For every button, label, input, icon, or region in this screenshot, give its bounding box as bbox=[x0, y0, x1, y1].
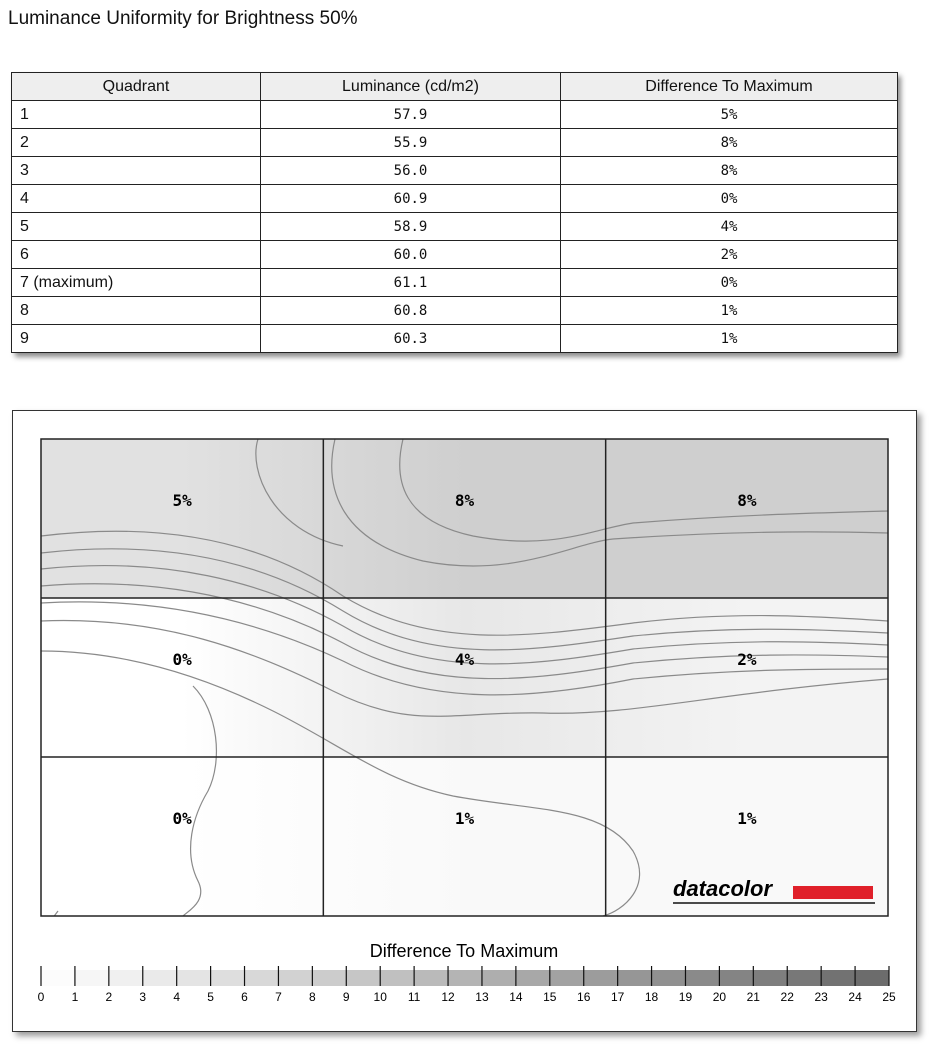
quadrant-cell: 7 (maximum) bbox=[12, 269, 261, 297]
heat-row bbox=[41, 439, 888, 598]
quadrant-cell: 3 bbox=[12, 157, 261, 185]
colorbar-segment bbox=[312, 970, 346, 986]
colorbar-tick-label: 24 bbox=[848, 990, 862, 1004]
uniformity-chart bbox=[12, 410, 917, 1032]
difference-cell: 8% bbox=[561, 157, 898, 185]
quadrant-cell: 9 bbox=[12, 325, 261, 353]
quadrant-value-label: 1% bbox=[737, 808, 757, 828]
contour-line bbox=[41, 911, 58, 956]
table-row bbox=[12, 101, 898, 129]
colorbar-segment bbox=[821, 970, 855, 986]
colorbar-tick-label: 14 bbox=[509, 990, 523, 1004]
colorbar-tick-label: 9 bbox=[342, 990, 350, 1004]
colorbar-tick-label: 18 bbox=[644, 990, 659, 1004]
table-row bbox=[12, 269, 898, 297]
colorbar-tick-label: 15 bbox=[543, 990, 557, 1004]
difference-cell: 4% bbox=[561, 213, 898, 241]
colorbar-segment bbox=[753, 970, 787, 986]
table-row bbox=[12, 129, 898, 157]
luminance-table bbox=[11, 72, 897, 353]
luminance-cell: 55.9 bbox=[261, 129, 561, 157]
quadrant-cell: 1 bbox=[12, 101, 261, 129]
table-row bbox=[12, 325, 898, 353]
colorbar-tick-label: 20 bbox=[712, 990, 727, 1004]
colorbar-segment bbox=[855, 970, 889, 986]
colorbar-tick-label: 3 bbox=[139, 990, 147, 1004]
colorbar-tick-label: 2 bbox=[105, 990, 113, 1004]
quadrant-value-label: 0% bbox=[172, 649, 192, 669]
table-row bbox=[12, 157, 898, 185]
colorbar-tick-label: 4 bbox=[173, 990, 181, 1004]
colorbar-segment bbox=[109, 970, 143, 986]
luminance-cell: 60.0 bbox=[261, 241, 561, 269]
header-luminance: Luminance (cd/m2) bbox=[261, 73, 561, 101]
difference-cell: 2% bbox=[561, 241, 898, 269]
colorbar-segment bbox=[211, 970, 245, 986]
table-header-row bbox=[12, 73, 898, 101]
colorbar-segment bbox=[482, 970, 516, 986]
page-title: Luminance Uniformity for Brightness 50% bbox=[8, 8, 358, 29]
luminance-cell: 58.9 bbox=[261, 213, 561, 241]
colorbar-segment bbox=[719, 970, 753, 986]
colorbar-tick-label: 13 bbox=[475, 990, 489, 1004]
quadrant-value-label: 5% bbox=[172, 490, 192, 510]
colorbar-segment bbox=[516, 970, 550, 986]
quadrant-value-label: 8% bbox=[737, 490, 757, 510]
header-difference: Difference To Maximum bbox=[561, 73, 898, 101]
colorbar-tick-label: 10 bbox=[373, 990, 387, 1004]
quadrant-cell: 6 bbox=[12, 241, 261, 269]
colorbar-tick-label: 8 bbox=[309, 990, 316, 1004]
colorbar-tick-label: 25 bbox=[882, 990, 896, 1004]
colorbar-segment bbox=[278, 970, 312, 986]
colorbar-tick-label: 22 bbox=[780, 990, 794, 1004]
colorbar-segment bbox=[685, 970, 719, 986]
table-row bbox=[12, 185, 898, 213]
colorbar-segment bbox=[380, 970, 414, 986]
colorbar-segment bbox=[550, 970, 584, 986]
quadrant-value-label: 0% bbox=[172, 808, 192, 828]
colorbar-segment bbox=[652, 970, 686, 986]
colorbar-tick-label: 7 bbox=[275, 990, 282, 1004]
colorbar-segment bbox=[177, 970, 211, 986]
difference-cell: 5% bbox=[561, 101, 898, 129]
luminance-cell: 60.9 bbox=[261, 185, 561, 213]
colorbar-tick-label: 0 bbox=[37, 990, 45, 1004]
luminance-cell: 60.3 bbox=[261, 325, 561, 353]
colorbar-tick-label: 12 bbox=[441, 990, 455, 1004]
colorbar-tick-label: 11 bbox=[407, 990, 421, 1004]
logo-text: datacolor bbox=[673, 876, 773, 901]
colorbar-segment bbox=[41, 970, 75, 986]
colorbar-tick-label: 17 bbox=[610, 990, 625, 1004]
luminance-cell: 61.1 bbox=[261, 269, 561, 297]
quadrant-value-label: 1% bbox=[454, 808, 475, 828]
colorbar-segment bbox=[143, 970, 177, 986]
uniformity-chart-svg bbox=[13, 411, 916, 1031]
colorbar-tick-label: 19 bbox=[678, 990, 693, 1004]
colorbar-tick-label: 16 bbox=[577, 990, 591, 1004]
colorbar-segment bbox=[75, 970, 109, 986]
quadrant-value-label: 4% bbox=[454, 649, 475, 669]
quadrant-cell: 8 bbox=[12, 297, 261, 325]
colorbar bbox=[38, 966, 896, 1004]
colorbar-segment bbox=[787, 970, 821, 986]
colorbar-segment bbox=[584, 970, 618, 986]
quadrant-cell: 5 bbox=[12, 213, 261, 241]
colorbar-segment bbox=[448, 970, 482, 986]
colorbar-title: Difference To Maximum bbox=[369, 941, 559, 961]
difference-cell: 8% bbox=[561, 129, 898, 157]
colorbar-tick-label: 21 bbox=[746, 990, 760, 1004]
quadrant-cell: 2 bbox=[12, 129, 261, 157]
difference-cell: 0% bbox=[561, 185, 898, 213]
difference-cell: 1% bbox=[561, 325, 898, 353]
table-row bbox=[12, 297, 898, 325]
colorbar-segment bbox=[346, 970, 380, 986]
table-row bbox=[12, 213, 898, 241]
quadrant-cell: 4 bbox=[12, 185, 261, 213]
luminance-cell: 56.0 bbox=[261, 157, 561, 185]
quadrant-value-label: 2% bbox=[737, 649, 757, 669]
difference-cell: 1% bbox=[561, 297, 898, 325]
colorbar-tick-label: 6 bbox=[241, 990, 248, 1004]
colorbar-tick-label: 5 bbox=[207, 990, 214, 1004]
colorbar-segment bbox=[414, 970, 448, 986]
luminance-cell: 60.8 bbox=[261, 297, 561, 325]
table-row bbox=[12, 241, 898, 269]
header-quadrant: Quadrant bbox=[12, 73, 261, 101]
logo-red-bar bbox=[793, 886, 873, 899]
colorbar-tick-label: 1 bbox=[71, 990, 79, 1004]
colorbar-segment bbox=[245, 970, 279, 986]
luminance-cell: 57.9 bbox=[261, 101, 561, 129]
colorbar-segment bbox=[618, 970, 652, 986]
difference-cell: 0% bbox=[561, 269, 898, 297]
quadrant-value-label: 8% bbox=[454, 490, 475, 510]
colorbar-tick-label: 23 bbox=[814, 990, 828, 1004]
